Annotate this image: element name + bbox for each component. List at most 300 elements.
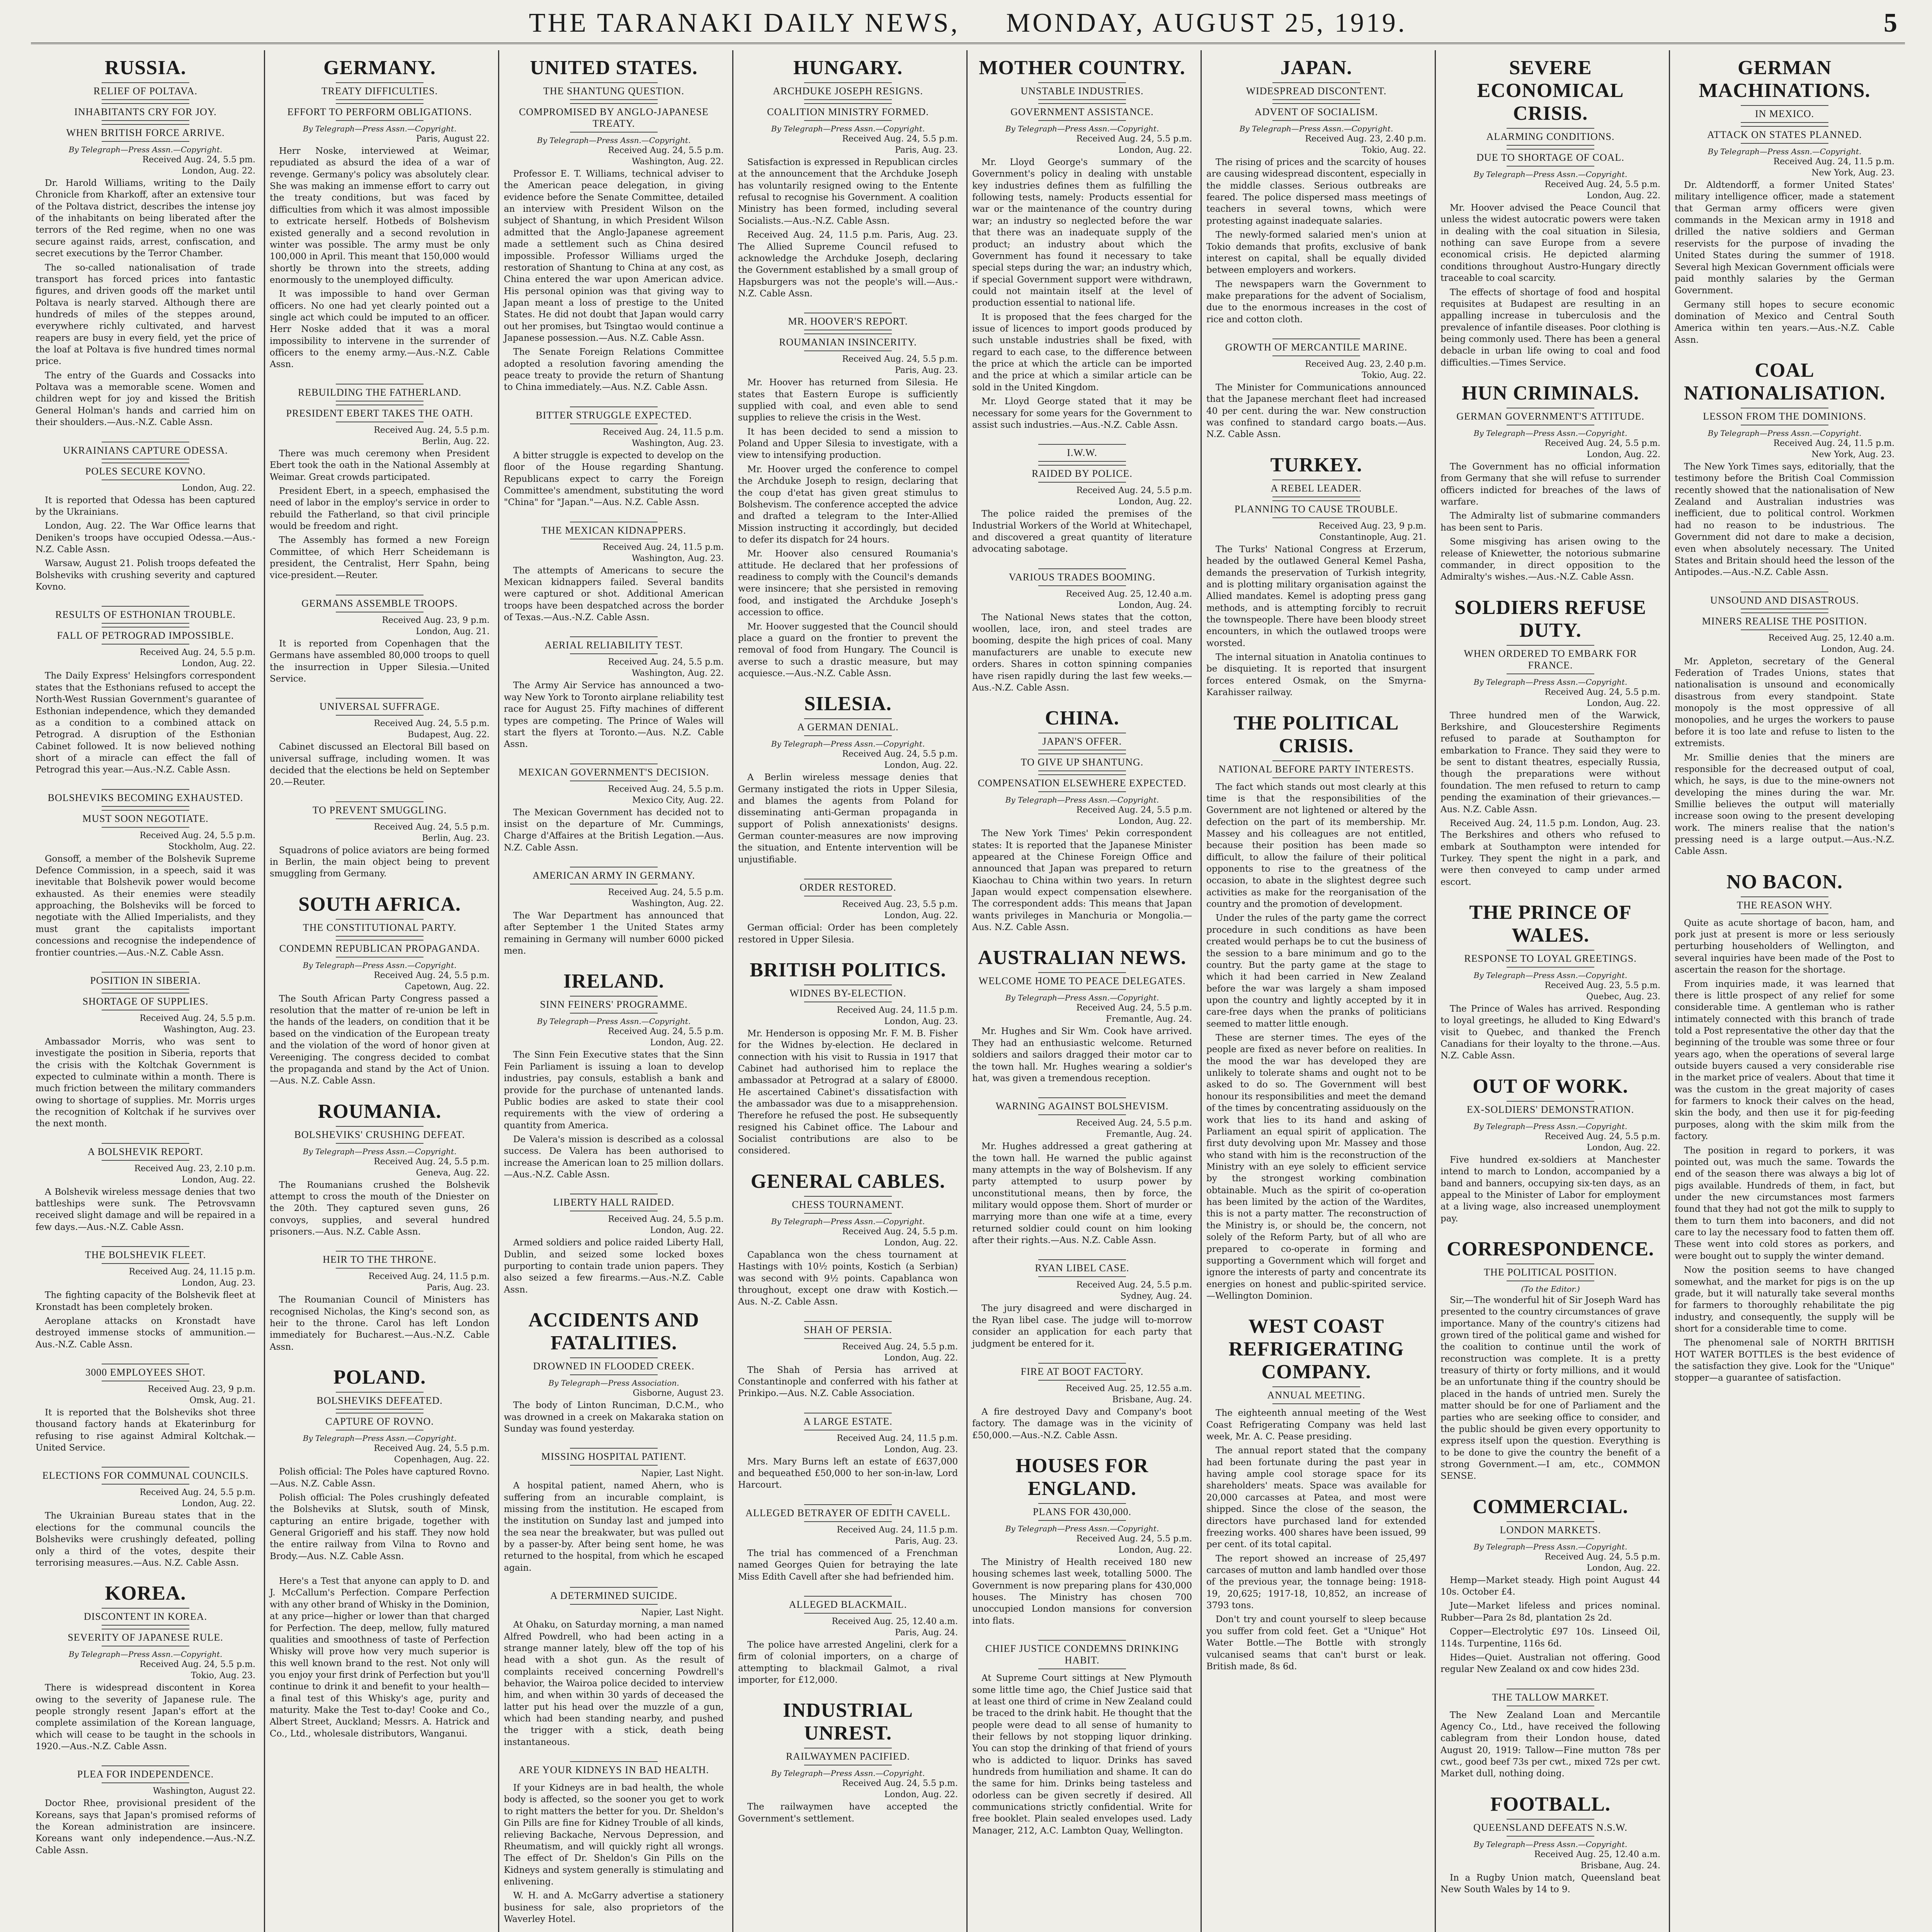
article-subheading: VARIOUS TRADES BOOMING.	[972, 568, 1192, 586]
article-received-time: Received Aug. 24, 5.5 p.m.	[1076, 1534, 1192, 1544]
article-subheading: MR. HOOVER'S REPORT.	[738, 313, 958, 330]
issue-date: MONDAY, AUGUST 25, 1919.	[1006, 8, 1407, 38]
article-byline: By Telegraph—Press Assn.—Copyright.	[537, 136, 691, 145]
article-paragraph: The Minister for Communications announced that the Japanese merchant fleet had increased 40 per cent. during the war. New construction was confined to standard cargo boats.—Aus. N.Z. Cable Assn.	[1206, 383, 1426, 440]
article-paragraph: Mr. Henderson is opposing Mr. F. M. B. Fisher for the Widnes by-election. He declared in connection with his visit to Russia in 1917 that Cabinet had authorised him to replace the ambassador at Petrograd at a salary of £8000. He ascertained Cabinet's dissatisfaction with the ambassador was due to a misapprehension. Therefore he refused the post. He subsequently resigned his Cabinet office. The Labour and Socialist contributions are also to be considered.	[738, 1028, 958, 1156]
article-paragraph: London, Aug. 22. The War Office learns that Deniken's troops have occupied Odessa.—Aus.-N.Z. Cable Assn.	[36, 521, 255, 554]
article-dateline: London, Aug. 22.	[1118, 816, 1192, 827]
article-paragraph: Satisfaction is expressed in Republican circles at the announcement that the Archduke Joseph has voluntarily resigned owing to the Entente refusal to recognise his Government. A coalition Ministry has been formed, including several Socialists.—Aus.-N.Z. Cable Assn.	[738, 157, 958, 226]
article-paragraph: At Ohaku, on Saturday morning, a man named Alfred Powdrell, who had been acting in a strange manner lately, blew off the top of his head with a shot gun. As the result of complaints received concerning Powdrell's behavior, the Wairoa police decided to interview him, and when within 30 yards of deceased the latter put his head over the muzzle of a gun, which had been standing nearby, and pushed the trigger with a stick, death being instantaneous.	[504, 1620, 724, 1747]
article	[972, 56, 1192, 431]
article-subheading: POSITION IN SIBERIA.	[36, 972, 255, 990]
article	[1440, 56, 1660, 369]
article-subheading: RESULTS OF ESTHONIAN TROUBLE.	[36, 606, 255, 624]
article	[1440, 1238, 1660, 1482]
article-paragraph: President Ebert, in a speech, emphasised the need of labor in the employ's service in order to rebuild the Fatherland, so that civil principle would be freedom and right.	[270, 486, 490, 531]
article	[36, 56, 255, 429]
article-byline: By Telegraph—Press Assn.—Copyright.	[1005, 124, 1159, 133]
article-dateline: Stockholm, Aug. 22.	[168, 842, 255, 852]
article-dateline: Quebec, Aug. 23.	[1586, 992, 1660, 1002]
article-paragraph: The jury disagreed and were discharged in the Ryan libel case. The judge will to-morrow consider an application for each party that judgment be entered for it.	[972, 1303, 1192, 1349]
article-dateline: Washington, Aug. 23.	[632, 438, 724, 448]
article-byline: By Telegraph—Press Assn.—Copyright.	[1473, 1121, 1628, 1131]
article-subheading: SHAH OF PERSIA.	[738, 1321, 958, 1339]
masthead	[31, 4, 1905, 44]
article-paragraph: A bitter struggle is expected to develop on the floor of the House regarding Shantung. Republicans expect to carry the Foreign Committee's amendment, substituting the word "China" for "Japan."—Aus. N.Z. Cable Assn.	[504, 450, 724, 508]
article	[738, 959, 958, 1157]
article-subheading: TO PREVENT SMUGGLING.	[270, 801, 490, 819]
article-paragraph: The attempts of Americans to secure the Mexican kidnappers failed. Several bandits were captured or shot. Additional American troops have been despatched across the border of Texas.—Aus.-N.Z. Cable Assn.	[504, 565, 724, 623]
article-received-time: Received Aug. 24, 11.5 p.m.	[1773, 439, 1895, 449]
article-paragraph: Mr. Hughes and Sir Wm. Cook have arrived. They had an enthusiastic welcome. Returned soldiers and sailors dragged their motor car to the town hall. Mr. Hughes wearing a soldier's hat, was given a tremendous reception.	[972, 1026, 1192, 1083]
article-paragraph: It is proposed that the fees charged for the issue of licences to import goods produced by such unstable industries shall be fixed, with regard to each case, to the difference between the price at which the article can be imported and the price at which a similar article can be sold in the United Kingdom.	[972, 312, 1192, 393]
article	[972, 1097, 1192, 1246]
article	[1675, 592, 1895, 857]
article-paragraph: Squadrons of police aviators are being formed in Berlin, the main object being to prevent smuggling from Germany.	[270, 845, 490, 879]
article-subheading: EX-SOLDIERS' DEMONSTRATION.	[1440, 1101, 1660, 1119]
article-paragraph: Here's a Test that anyone can apply to D. and J. McCallum's Perfection. Compare Perfection with any other brand of Whisky in the Dominion, at any price—higher or lower than that charged for Perfection. The deep, mellow, fully matured qualities and smoothness of taste of Perfection Whisky will prove how very much superior is this well known brand to the rest. Not only will you enjoy your first drink of Perfection but you'll continue to drink it and benefit to your health—a final test of this Whisky's age, purity and maturity. Make the Test to-day! Cooke and Co., Albert Street, Auckland; Messrs. A. Hatrick and Co., Ltd., wholesale distributors, Wanganui.	[270, 1576, 490, 1739]
article-received-time: Received Aug. 23, 9 p.m.	[382, 615, 490, 625]
article-byline: By Telegraph—Press Assn.—Copyright.	[1473, 429, 1628, 438]
article-paragraph: The Shah of Persia has arrived at Constantinople and conferred with his father at Prinkipo.—Aus. N.Z. Cable Association.	[738, 1365, 958, 1399]
article-paragraph: De Valera's mission is described as a colossal success. De Valera has been authorised to increase the American loan to 25 million dollars.—Aus.-N.Z. Cable Assn.	[504, 1134, 724, 1180]
article-dateline: Geneva, Aug. 22.	[416, 1168, 490, 1178]
article-paragraph: Ambassador Morris, who was sent to investigate the position in Siberia, reports that the crisis with the Koltchak Government is expected to culminate within a month. There is much friction between the military commanders owing to shortage of supplies. Mr. Morris urges the recognition of Koltchak if he survives over the next month.	[36, 1036, 255, 1129]
article	[738, 1413, 958, 1491]
article	[504, 406, 724, 509]
article	[504, 970, 724, 1180]
article-received-time: Received Aug. 24, 5.5 p.m.	[1544, 687, 1660, 697]
article	[36, 789, 255, 959]
article-subheading: ALLEGED BETRAYER OF EDITH CAVELL.	[738, 1504, 958, 1522]
article-received-time: Received Aug. 24, 5.5 p.m.	[1076, 134, 1192, 144]
article-dateline: Napier, Last Night.	[641, 1608, 724, 1618]
article-paragraph: A Berlin wireless message denies that Germany instigated the riots in Upper Silesia, and blames the agents from Poland for disseminating anti-German propaganda in support of Polish annexationists' designs. German counter-measures are now improving the situation, and Entente intervention will be unjustifiable.	[738, 772, 958, 865]
article-paragraph: The New York Times says, editorially, that the testimony before the British Coal Commission recently showed that the nationalisation of New Zealand and Australian industries was inefficient, due to political control. Workmen had no reason to be industrious. The Government did not dare to make a decision, even when absolutely necessary. The United States and Britain should heed the lesson of the Antipodes.—Aus.-N.Z. Cable Assn.	[1675, 462, 1895, 578]
article-byline: By Telegraph—Press Assn.—Copyright.	[1473, 170, 1628, 179]
article-subheading: A DETERMINED SUICIDE.	[504, 1587, 724, 1605]
article	[1675, 359, 1895, 578]
article-received-time: Received Aug. 24, 5.5 p.m.	[608, 888, 724, 898]
article-received-time: Received Aug. 24, 11.5 p.m.	[837, 1005, 958, 1015]
article-dateline: London, Aug. 22.	[884, 1353, 958, 1363]
article-dateline: Tokio, Aug. 23.	[191, 1671, 255, 1681]
article-subheading: SEVERITY OF JAPANESE RULE.	[36, 1629, 255, 1646]
article-headline: BRITISH POLITICS.	[750, 959, 946, 981]
article-subheading: THE BOLSHEVIK FLEET.	[36, 1246, 255, 1264]
article-dateline: Omsk, Aug. 21.	[189, 1396, 255, 1405]
article-subheading: LESSON FROM THE DOMINIONS.	[1675, 408, 1895, 425]
article	[972, 707, 1192, 933]
article-paragraph: A hospital patient, named Ahern, who is suffering from an incurable complaint, is missing from the institution. He escaped from the institution on Sunday last and jumped into the sea near the breakwater, but was pulled out by a passer-by. After being sent home, he was returned to the hospital, from which he escaped again.	[504, 1481, 724, 1573]
article-paragraph: A fire destroyed Davy and Company's boot factory. The damage was in the vicinity of £50,000.—Aus.-N.Z. Cable Assn.	[972, 1406, 1192, 1440]
article-received-time: Received Aug. 24, 11.15 p.m.	[129, 1267, 255, 1277]
article-received-time: Received Aug. 24, 5.5 p.m.	[842, 1342, 958, 1352]
article	[738, 1596, 958, 1686]
article-headline: JAPAN.	[1280, 57, 1352, 79]
column-8	[1670, 50, 1899, 1932]
article	[504, 1587, 724, 1748]
article-subheading: THE CONSTITUTIONAL PARTY.	[270, 919, 490, 937]
article	[504, 1194, 724, 1296]
column-2	[265, 50, 494, 1932]
article-dateline: Washington, Aug. 22.	[632, 899, 724, 909]
article-dateline: London, Aug. 22.	[884, 760, 958, 770]
article-paragraph: Received Aug. 24, 11.5 p.m. Paris, Aug. 23. The Allied Supreme Council refused to acknowledge the Archduke Joseph, declaring the Government established by a small group of Hapsburgers was not the people's will.—Aus.-N.Z. Cable Assn.	[738, 230, 958, 299]
column-rule	[498, 50, 499, 1932]
article-paragraph: Some misgiving has arisen owing to the release of Kniewetter, the notorious submarine commander, in direct opposition to the Admiralty's wishes.—Aus.-N.Z. Cable Assn.	[1440, 537, 1660, 582]
article-dateline: London, Aug. 24.	[1118, 600, 1192, 610]
article-headline: COAL NATIONALISATION.	[1684, 359, 1886, 405]
article-subheading: WIDNES BY-ELECTION.	[738, 985, 958, 1002]
article-paragraph: Mr. Hoover has returned from Silesia. He states that Eastern Europe is sufficiently supplied with coal, and even able to send supplies to relieve the crisis in the West.	[738, 378, 958, 423]
column-6	[1202, 50, 1431, 1932]
article	[972, 444, 1192, 555]
article-received-time: Received Aug. 23, 5.5 p.m.	[1544, 981, 1660, 991]
article-byline: By Telegraph—Press Assn.—Copyright.	[303, 960, 457, 970]
article-paragraph: Mr. Hoover also censured Roumania's attitude. He declared that her professions of readiness to comply with the Council's demands were insincere; that she persisted in removing food, and instigated the Archduke Joseph's accession to office.	[738, 549, 958, 618]
article-headline: GERMAN MACHINATIONS.	[1699, 57, 1871, 102]
article-byline: By Telegraph—Press Association.	[548, 1378, 679, 1388]
article-headline: POLAND.	[333, 1366, 426, 1389]
article-paragraph: It is reported from Copenhagen that the Germans have assembled 80,000 troops to quell the insurrection in Upper Silesia.—United Service.	[270, 638, 490, 684]
article-paragraph: Cabinet discussed an Electoral Bill based on universal suffrage, including women. It was decided that the elections be held on September 20.—Reuter.	[270, 742, 490, 787]
article-byline: By Telegraph—Press Assn.—Copyright.	[1005, 1524, 1159, 1533]
article-subheading: PLEA FOR INDEPENDENCE.	[36, 1765, 255, 1783]
article-subheading: UNSOUND AND DISASTROUS.	[1675, 592, 1895, 609]
article	[270, 698, 490, 788]
article-byline: (To the Editor.)	[1521, 1284, 1580, 1294]
article-paragraph: Capablanca won the chess tournament at Hastings with 10½ points, Kostich (a Serbian) was second with 9½ points. Capablanca won throughout, except one draw with Kostich.—Aus. N.-Z. Cable Assn.	[738, 1250, 958, 1307]
article-dateline: London, Aug. 22.	[182, 1499, 255, 1509]
article-subheading: WIDESPREAD DISCONTENT.	[1206, 82, 1426, 100]
article	[36, 1467, 255, 1569]
article	[504, 1448, 724, 1574]
article-paragraph: The internal situation in Anatolia continues to be disquieting. It is reported that insurgent forces entered Osmak, on the Smyrna-Karahisser railway.	[1206, 652, 1426, 698]
article-subheading: ALLEGED BLACKMAIL.	[738, 1596, 958, 1614]
article	[972, 568, 1192, 694]
article-headline: MOTHER COUNTRY.	[979, 57, 1185, 79]
article	[1675, 56, 1895, 346]
article-paragraph: The Prince of Wales has arrived. Responding to loyal greetings, he alluded to King Edward's visit to Quebec, and thanked the French Canadians for their loyalty to the throne.—Aus. N.Z. Cable Assn.	[1440, 1004, 1660, 1061]
article-paragraph: Gonsoff, a member of the Bolshevik Supreme Defence Commission, in a speech, said it was inevitable that Bolshevik power would become exhausted. As their enemies were steadily approaching, the Bolsheviks will be forced to negotiate with the Allied Imperialists, and they must grant the capitalists important concessions and recognise the independence of frontier countries.—Aus.-N.Z. Cable Assn.	[36, 854, 255, 958]
article-headline: IRELAND.	[563, 970, 664, 993]
article-subheading: GOVERNMENT ASSISTANCE.	[972, 103, 1192, 121]
column-rule	[264, 50, 265, 1932]
article-received-time: Received Aug. 24, 5.5 p.m.	[1544, 180, 1660, 189]
article-paragraph: The Ministry of Health received 180 new housing schemes last week, totalling 5000. The Government is now preparing plans for 430,000 houses. The Ministry has chosen 700 unoccupied London mansions for conversion into flats.	[972, 1557, 1192, 1626]
article-paragraph: At Supreme Court sittings at New Plymouth some little time ago, the Chief Justice said that at least one third of crime in New Zealand could be traced to the drink habit. He thought that the people were dead to all sense of humanity to their fellows by not stopping liquor drinking. You can stop the drinking of that friend of yours who is addicted to liquor. Drinks has saved hundreds from humiliation and shame. It can do the same for him. Drinks being tasteless and odorless can be given secretly if desired. All communications strictly confidential. Write for free booklet. Plain sealed envelopes used. Lady Manager, 212, A.C. Lambton Quay, Wellington.	[972, 1673, 1192, 1836]
article	[1675, 871, 1895, 1384]
article-paragraph: The Admiralty list of submarine commanders has been sent to Paris.	[1440, 511, 1660, 533]
article-paragraph: Now the position seems to have changed somewhat, and the market for pigs is on the up grade, but it will naturally take several months for farmers to thoroughly rehabilitate the pig industry, and consequently, the supply will be short for a considerable time to come.	[1675, 1265, 1895, 1334]
article-byline: By Telegraph—Press Assn.—Copyright.	[303, 1434, 457, 1443]
article-dateline: London, Aug. 22.	[1118, 1545, 1192, 1555]
article-paragraph: The fact which stands out most clearly at this time is that the responsibilities of the Government are not lightened or altered by the defection on the part of its membership. Mr. Massey and his colleagues are not entitled, because their position has been made so difficult, to allow the failure of their political opponents to rise to the greatness of the occasion, to abate in the slightest degree such activities as make for the reorganisation of the country and the promotion of development.	[1206, 782, 1426, 910]
article-dateline: Brisbane, Aug. 24.	[1112, 1395, 1192, 1405]
article-headline: RUSSIA.	[105, 57, 186, 79]
article-dateline: London, Aug. 22.	[182, 1175, 255, 1185]
article	[270, 1100, 490, 1238]
article-received-time: Received Aug. 24, 5.5 p.m.	[608, 657, 724, 667]
article-subheading: LONDON MARKETS.	[1440, 1521, 1660, 1539]
article-received-time: Received Aug. 23, 5.5 p.m.	[842, 900, 958, 910]
article-paragraph: Mr. Appleton, secretary of the General Federation of Trades Unions, states that nationalisation is unsound and economically disastrous from every standpoint. State monopoly is the most oppressive of all monopolies, and he urges the workers to pause before it is too late and refuse to listen to the extremists.	[1675, 656, 1895, 749]
article-dateline: Washington, August 22.	[153, 1786, 255, 1796]
article-byline: By Telegraph—Press Assn.—Copyright.	[1005, 795, 1159, 805]
article-headline: KOREA.	[105, 1582, 186, 1605]
article-dateline: Fremantle, Aug. 24.	[1106, 1014, 1192, 1024]
article-subheading: JAPAN'S OFFER.	[972, 733, 1192, 750]
article-subheading: ALARMING CONDITIONS.	[1440, 128, 1660, 146]
article-paragraph: The phenomenal sale of NORTH BRITISH HOT WATER BOTTLES is the best evidence of the satisfaction they give. Look for the "Unique" stopper—a guarantee of satisfaction.	[1675, 1338, 1895, 1383]
article-paragraph: The New Zealand Loan and Mercantile Agency Co., Ltd., have received the following cablegram from their London house, dated August 20, 1919: Tallow—Fine mutton 78s per cwt., good beef 73s per cwt., mixed 72s per cwt. Market dull, nothing doing.	[1440, 1710, 1660, 1779]
article-paragraph: The police have arrested Angelini, clerk for a firm of colonial importers, on a charge of attempting to blackmail Galmot, a rival importer, for £12,000.	[738, 1639, 958, 1685]
article-received-time: Received Aug. 25, 12.40 a.m.	[1066, 589, 1192, 599]
article-paragraph: The Assembly has formed a new Foreign Committee, of which Herr Scheidemann is president, the Centralist, Herr Spahn, being vice-president.—Reuter.	[270, 535, 490, 581]
article-paragraph: Polish official: The Poles have captured Rovno.—Aus. N.Z. Cable Assn.	[270, 1467, 490, 1489]
article-paragraph: The effects of shortage of food and hospital requisites at Budapest are resulting in an appalling increase in tuberculosis and the prevalence of infantile diseases. Poor clothing is being commonly used. There has been a general debacle in urban life owing to coal and food difficulties.—Times Service.	[1440, 287, 1660, 368]
article	[36, 442, 255, 593]
article-dateline: Copenhagen, Aug. 22.	[394, 1455, 490, 1465]
article-subheading: PRESIDENT EBERT TAKES THE OATH.	[270, 405, 490, 422]
article-dateline: London, Aug. 22.	[182, 166, 255, 176]
article-subheading: COMPROMISED BY ANGLO-JAPANESE TREATY.	[504, 103, 724, 133]
article-dateline: London, Aug. 23.	[884, 1444, 958, 1454]
article-paragraph: These are sterner times. The eyes of the people are fixed as never before on realities. In the mood the war has developed they are unlikely to tolerate shams and ought not to be asked to do so. The Government will best honour its responsibilities and meet the demand of the times by concentrating assiduously on the work that lies to its hand and asking of Parliament an equal spirit of application. The first duty devolving upon Mr. Massey and those who stand with him is the reconstruction of the Ministry with an eye solely to efficient service by the strongest working combination obtainable. Much as the spirit of co-operation has been limited by the action of the Wardites, this is not a party matter. The reconstruction of the Ministry is, or should be, the concern, not solely of the Reform Party, but of all who are prepared to co-operate in forming and supporting a Government which will forget and ignore the interests of party and concentrate its energies on honest and public-spirited service.—Wellington Dominion.	[1206, 1033, 1426, 1301]
article-received-time: Received Aug. 24, 11.5 p.m.	[368, 1272, 490, 1282]
article-received-time: Received Aug. 24, 5.5 p.m.	[374, 1156, 490, 1167]
article	[972, 1259, 1192, 1349]
article-paragraph: A Bolshevik wireless message denies that two battleships were sunk. The Petrovsvamn received slight damage and will be repaired in a few days.—Aus.-N.Z. Cable Assn.	[36, 1187, 255, 1232]
article-subheading: REBUILDING THE FATHERLAND.	[270, 384, 490, 401]
article-paragraph: The rising of prices and the scarcity of houses are causing widespread discontent, especially in the middle classes. Serious outbreaks are feared. The police dispersed mass meetings of teachers in several towns, which were protesting against inadequate salaries.	[1206, 157, 1426, 226]
article-paragraph: The newly-formed salaried men's union at Tokio demands that profits, exclusive of bank interest on capital, shall be equally divided between employers and workers.	[1206, 230, 1426, 276]
article-paragraph: Mr. Hoover suggested that the Council should place a guard on the frontier to prevent the removal of food from Hungary. The Council is averse to such a drastic measure, but may acquiesce.—Aus.-N.Z. Cable Assn.	[738, 621, 958, 679]
article-received-time: Received Aug. 23, 2.10 p.m.	[134, 1163, 255, 1173]
article-dateline: Paris, Aug. 23.	[427, 1283, 490, 1293]
article-paragraph: The trial has commenced of a Frenchman named Georges Quien for betraying the late Miss Edith Cavell after she had befriended him.	[738, 1548, 958, 1582]
article-paragraph: The Roumanians crushed the Bolshevik attempt to cross the mouth of the Dniester on the 20th. They captured seven guns, 26 convoys, supplies, and several hundred prisoners.—Aus. N.Z. Cable Assn.	[270, 1180, 490, 1237]
article-subheading: COALITION MINISTRY FORMED.	[738, 103, 958, 121]
article	[1440, 1075, 1660, 1225]
article-received-time: Received Aug. 24, 5.5 p.m.	[374, 1444, 490, 1454]
article-received-time: Received Aug. 24, 11.5 p.m.	[602, 427, 724, 437]
article-paragraph: Mrs. Mary Burns left an estate of £637,000 and bequeathed £50,000 to her son-in-law, Lord Harcourt.	[738, 1456, 958, 1490]
article-paragraph: It is reported that Odessa has been captured by the Ukrainians.	[36, 495, 255, 517]
article-headline: THE POLITICAL CRISIS.	[1233, 712, 1399, 757]
article-paragraph: The report showed an increase of 25,497 carcases of mutton and lamb handled over those of the previous year, the tonnage being: 1918-19, 20,625; 1917-18, 10,852, an increase of 3793 tons.	[1206, 1553, 1426, 1611]
article-subheading: RYAN LIBEL CASE.	[972, 1259, 1192, 1277]
article-paragraph: Warsaw, August 21. Polish troops defeated the Bolsheviks with crushing severity and captured Kovno.	[36, 558, 255, 592]
article-dateline: New York, Aug. 23.	[1811, 450, 1895, 460]
article-received-time: Received Aug. 24, 5.5 p.m.	[608, 1027, 724, 1037]
article	[1206, 56, 1426, 325]
article-received-time: Received Aug. 24, 5.5 p.m.	[1076, 1003, 1192, 1013]
article-dateline: Paris, August 22.	[416, 134, 490, 144]
article-received-time: Received Aug. 24, 5.5 p.m.	[139, 1013, 255, 1023]
article-dateline: London, Aug. 22.	[182, 659, 255, 669]
article-paragraph: It was impossible to hand over German officers. No one had yet clearly pointed out a single act which could be imputed to an officer. Herr Noske added that it was a moral impossibility to intervene in the surrender of officers to the enemy army.—Aus.-N.Z. Cable Assn.	[270, 289, 490, 370]
article	[36, 972, 255, 1130]
article-byline: By Telegraph—Press Assn.—Copyright.	[303, 1146, 457, 1156]
article-received-time: Received Aug. 24, 5.5 p.m.	[1076, 805, 1192, 815]
article-byline: By Telegraph—Press Assn.—Copyright.	[537, 1017, 691, 1026]
article-dateline: Washington, Aug. 23.	[163, 1024, 255, 1034]
article-paragraph: It has been decided to send a mission to Poland and Upper Silesia to investigate, with a view to intensifying production.	[738, 427, 958, 461]
article-paragraph: W. H. and A. McGarry advertise a stationery business for sale, also proprietors of the Waverley Hotel.	[504, 1891, 724, 1925]
article-subheading: GROWTH OF MERCANTILE MARINE.	[1206, 338, 1426, 356]
article-paragraph: Hides—Quiet. Australian not offering. Good regular New Zealand ox and cow hides 23d.	[1440, 1652, 1660, 1675]
article-headline: OUT OF WORK.	[1473, 1075, 1628, 1097]
article-subheading: ADVENT OF SOCIALISM.	[1206, 103, 1426, 121]
article-paragraph: The newspapers warn the Government to make preparations for the advent of Socialism, due to the enormous increases in the cost of rice and cotton cloth.	[1206, 279, 1426, 325]
article-headline: HOUSES FOR ENGLAND.	[1015, 1455, 1149, 1500]
article-paragraph: Dr. Aldtendorff, a former United States' military intelligence officer, made a statement that German army officers were given commands in the Mexican army in 1918 and drilled the native soldiers and German reservists for the purpose of invading the United States during the summer of 1918. Several high Mexican Government officials were paid monthly salaries by the German Government.	[1675, 180, 1895, 296]
article-received-time: Received Aug. 24, 5.5 p.m.	[139, 830, 255, 840]
article-dateline: Paris, Aug. 23.	[895, 1536, 958, 1546]
article-dateline: Berlin, Aug. 22.	[422, 436, 490, 446]
article-paragraph: Doctor Rhee, provisional president of the Koreans, says that Japan's promised reforms of the Korean administration are insincere. Koreans want only independence.—Aus.-N.Z. Cable Assn.	[36, 1798, 255, 1855]
article-subheading: MUST SOON NEGOTIATE.	[36, 810, 255, 828]
article-subheading: A LARGE ESTATE.	[738, 1413, 958, 1430]
article-subheading: UNSTABLE INDUSTRIES.	[972, 82, 1192, 100]
article-subheading: UNIVERSAL SUFFRAGE.	[270, 698, 490, 716]
article-subheading: ELECTIONS FOR COMMUNAL COUNCILS.	[36, 1467, 255, 1485]
article-subheading: WHEN ORDERED TO EMBARK FOR FRANCE.	[1440, 645, 1660, 674]
article	[1440, 382, 1660, 583]
article-headline: ACCIDENTS AND FATALITIES.	[528, 1309, 699, 1354]
article-dateline: Napier, Last Night.	[641, 1469, 724, 1479]
article-subheading: PLANS FOR 430,000.	[972, 1503, 1192, 1521]
article-paragraph: The fighting capacity of the Bolshevik fleet at Kronstadt has been completely broken.	[36, 1290, 255, 1312]
article-byline: By Telegraph—Press Assn.—Copyright.	[1005, 993, 1159, 1003]
article-received-time: Received Aug. 24, 5.5 p.m.	[842, 134, 958, 144]
article	[1440, 596, 1660, 888]
article	[504, 867, 724, 957]
article-subheading: TREATY DIFFICULTIES.	[270, 82, 490, 100]
article-headline: SEVERE ECONOMICAL CRISIS.	[1477, 57, 1624, 124]
article-dateline: New York, Aug. 23.	[1811, 168, 1895, 178]
article-received-time: Received Aug. 24, 5.5 p.m.	[608, 784, 724, 794]
article-paragraph: Received Aug. 24, 11.5 p.m. London, Aug. 23. The Berkshires and others who refused to embark at Southampton were intended for Turkey. They spent the night in a park, and were then conveyed to camp under armed escort.	[1440, 818, 1660, 887]
article-paragraph: If your Kidneys are in bad health, the whole body is affected, so the sooner you get to work to right matters the better for you. Dr. Sheldon's Gin Pills are fine for Kidney Trouble of all kinds, relieving Backache, Nervous Depression, and Rheumatism, and will quickly right all wrongs. The effect of Dr. Sheldon's Gin Pills on the Kidneys and system generally is stimulating and enlivening.	[504, 1783, 724, 1887]
article-subheading: AMERICAN ARMY IN GERMANY.	[504, 867, 724, 884]
article-dateline: London, Aug. 22.	[650, 1226, 724, 1236]
article-dateline: Sydney, Aug. 24.	[1120, 1291, 1192, 1301]
article-dateline: London, Aug. 23.	[182, 1278, 255, 1288]
article	[1206, 338, 1426, 440]
article-paragraph: The Government has no official information from Germany that she will refuse to surrender officers indicted for breaches of the laws of warfare.	[1440, 462, 1660, 507]
article-headline: THE PRINCE OF WALES.	[1469, 901, 1632, 947]
article-headline: SOUTH AFRICA.	[298, 893, 461, 915]
article-dateline: Berlin, Aug. 23.	[422, 833, 490, 843]
article-paragraph: Sir,—The wonderful hit of Sir Joseph Ward has presented to the country circumstances of grave importance. Many of the country's citizens had grown tired of the political game and wished for the coalition to continue until the work of reconstruction was complete. It is a pretty treasury of thirty or forty millions, and it would be an unfortunate thing if the country should be placed in the hands of untried men. Surely the matter should be for one of Parliament and the parties who are seeking office to consider, and the public should be given every opportunity to express itself upon the question. Everything is to be done to give the country the benefit of a strong Government.—I am, etc., COMMON SENSE.	[1440, 1295, 1660, 1481]
article	[504, 56, 724, 393]
article-dateline: London, Aug. 22.	[182, 483, 255, 493]
article-dateline: Capetown, Aug. 22.	[405, 981, 490, 992]
article	[1206, 712, 1426, 1302]
article-subheading: CHESS TOURNAMENT.	[738, 1196, 958, 1214]
article-dateline: London, Aug. 22.	[650, 1038, 724, 1048]
article-subheading: MEXICAN GOVERNMENT'S DECISION.	[504, 764, 724, 781]
article-paragraph: The eighteenth annual meeting of the West Coast Refrigerating Company was held last week, Mr. A. C. Pease presiding.	[1206, 1408, 1426, 1442]
article	[1440, 1793, 1660, 1896]
article-byline: By Telegraph—Press Assn.—Copyright.	[1708, 147, 1862, 156]
article-subheading: POLES SECURE KOVNO.	[36, 463, 255, 480]
article-received-time: Received Aug. 24, 5.5 p.m.	[139, 1660, 255, 1670]
article-received-time: Received Aug. 24, 5.5 p.m.	[374, 425, 490, 435]
article-dateline: Mexico City, Aug. 22.	[632, 795, 724, 805]
article-paragraph: Jute—Market lifeless and prices nominal. Rubber—Para 2s 8d, plantation 2s 2d.	[1440, 1601, 1660, 1623]
article-paragraph: The South African Party Congress passed a resolution that the matter of re-union be left in the hands of the leaders, on condition that it be based on the vindication of the European treaty and the violation of the word of honor given at Vereeniging. The congress decided to combat the propaganda and stand by the Act of Union.—Aus. N.Z. Cable Assn.	[270, 993, 490, 1086]
article-paragraph: Mr. Lloyd George's summary of the Government's policy in dealing with unstable key industries defines them as fulfilling the following tests, namely: Products essential for war or the maintenance of the country during war; an industry so neglected before the war that there was an inadequate supply of the product; an industry about which the Government has found it necessary to take special steps during the war; an industry which, if special Government support were withdrawn, could not maintain itself at the level of production essential to national life.	[972, 157, 1192, 308]
article	[36, 1143, 255, 1233]
article-dateline: London, Aug. 22.	[884, 1790, 958, 1800]
article-received-time: Received Aug. 24, 5.5 p.m.	[608, 1214, 724, 1225]
article-received-time: Received Aug. 23, 9 p.m.	[148, 1384, 255, 1394]
column-rule	[966, 50, 968, 1932]
article-headline: CORRESPONDENCE.	[1447, 1238, 1654, 1260]
article-paragraph: The entry of the Guards and Cossacks into Poltava was a memorable scene. Women and children wept for joy and kissed the British General Holman's hands and carried him on their shoulders.—Aus.-N.Z. Cable Assn.	[36, 370, 255, 428]
article	[36, 606, 255, 776]
article-subheading: MINERS REALISE THE POSITION.	[1675, 612, 1895, 630]
article-received-time: Received Aug. 24, 5.5 p.m.	[374, 719, 490, 729]
article	[270, 384, 490, 582]
article-paragraph: Under the rules of the party game the correct procedure in such conditions as have been created would perhaps be to cut the business of the session to a bare minimum and go to the country. But the party game at the stage to which it had been carried in New Zealand before the war was largely a sham imposed upon the country and lightly accepted by it in care-free days when the pranks of politicians seemed to matter little enough.	[1206, 913, 1426, 1029]
article-received-time: Received Aug. 24, 5.5 p.m.	[842, 749, 958, 759]
article-received-time: Received Aug. 24, 5.5 p.m.	[374, 970, 490, 980]
article-paragraph: Don't try and count yourself to sleep because you suffer from cold feet. Get a "Unique" Hot Water Bottle.—The Bottle with strongly vulcanised seams that can't burst or leak. British made, 8s 6d.	[1206, 1614, 1426, 1672]
article-subheading: CONDEMN REPUBLICAN PROPAGANDA.	[270, 940, 490, 957]
article-dateline: Washington, Aug. 22.	[632, 668, 724, 679]
article-paragraph: Polish official: The Poles crushingly defeated the Bolsheviks at Slutsk, south of Minsk, capturing an entire brigade, together with General Grigorieff and his staff. They now hold the entire railway from Vilna to Rovno and Brody.—Aus. N.Z. Cable Assn.	[270, 1492, 490, 1561]
article-received-time: Received Aug. 24, 5.5 p.m.	[1076, 1280, 1192, 1290]
article-paragraph: There is widespread discontent in Korea owing to the severity of Japanese rule. The people strongly resent Japan's effort at the complete assimilation of the Korean language, which will cease to be taught in the schools in 1920.—Aus.-N.Z. Cable Assn.	[36, 1683, 255, 1752]
article-paragraph: The annual report stated that the company had been fortunate during the past year in having ample cool storage space for its shareholders' meats. Space was available for 20,000 carcasses at Patea, and most were shipped. Since the close of the season, the directors have purchased land for extended freezing works. 400 shares have been issued, 99 per cent. of its total capital.	[1206, 1446, 1426, 1550]
article-subheading: INHABITANTS CRY FOR JOY.	[36, 103, 255, 121]
article-paragraph: From inquiries made, it was learned that there is little prospect of any relief for some considerable time. A gentleman who is rather intimately connected with this branch of trade told a Post representative the other day that the beginning of the trouble was some three or four years ago, when the operations of several large outside buyers caused a very considerable rise in the market price of vealers. About that time it was the custom in the great majority of cases for farmers to knock their calves on the head, skin the body, and then use it for pig-feeding purposes, along with the skim milk from the factory.	[1675, 979, 1895, 1142]
article-subheading: FALL OF PETROGRAD IMPOSSIBLE.	[36, 627, 255, 645]
article	[1206, 1315, 1426, 1672]
article-paragraph: Mr. Hughes addressed a great gathering at the town hall. He warned the public against many attempts in the way of Bolshevism. If any party attempted to usurp power by unconstitutional means, then by force, the military would oppose them. Short of murder or marrying more than one wife at a time, every returned soldier could count on him looking after their rights.—Aus. N.Z. Cable Assn.	[972, 1141, 1192, 1246]
article-subheading: ARE YOUR KIDNEYS IN BAD HEALTH.	[504, 1761, 724, 1779]
article-subheading: BOLSHEVIKS' CRUSHING DEFEAT.	[270, 1126, 490, 1144]
article-subheading: AERIAL RELIABILITY TEST.	[504, 636, 724, 654]
article-subheading: A BOLSHEVIK REPORT.	[36, 1143, 255, 1161]
article	[1440, 1495, 1660, 1675]
article	[270, 893, 490, 1087]
article	[270, 1575, 490, 1740]
article-subheading: THE MEXICAN KIDNAPPERS.	[504, 522, 724, 539]
article-paragraph: The Daily Express' Helsingfors correspondent states that the Esthonians refused to accept the North-West Russian Government's guarantee of Esthonian independence, which they demanded as a condition to a combined attack on Petrograd. A disruption of the Esthonian Cabinet followed. It is now believed nothing short of a miracle can effect the fall of Petrograd this year.—Aus.-N.Z. Cable Assn.	[36, 671, 255, 775]
article-received-time: Received Aug. 24, 11.5 p.m.	[1773, 157, 1895, 167]
article-byline: By Telegraph—Press Assn.—Copyright.	[771, 1769, 925, 1778]
article	[738, 692, 958, 866]
article-received-time: Received Aug. 24, 5.5 p.m.	[1544, 1552, 1660, 1562]
article-received-time: Received Aug. 23, 2.40 p.m.	[1305, 359, 1426, 369]
article-received-time: Received Aug. 25, 12.40 a.m.	[832, 1616, 958, 1626]
article-paragraph: Mr. Hoover advised the Peace Council that unless the widest autocratic powers were taken in dealing with the coal situation in Silesia, nothing can save Europe from a severe economical crisis. He depicted alarming conditions throughout Austro-Hungary directly traceable to coal scarcity.	[1440, 203, 1660, 284]
article-subheading: THE SHANTUNG QUESTION.	[504, 82, 724, 100]
article-headline: COMMERCIAL.	[1473, 1495, 1628, 1518]
article-paragraph: The so-called nationalisation of trade transport has forced prices into fantastic figures, and driven goods off the market until Poltava is nearly starved. Although there are hundreds of miles of the steppes around, everywhere richly cultivated, and harvest reapers are busy in every field, yet the price of the loaf at Poltava is five hundred times normal price.	[36, 262, 255, 367]
article-byline: By Telegraph—Press Assn.—Copyright.	[1473, 971, 1628, 980]
article-received-time: Received Aug. 24, 5.5 p.m.	[139, 648, 255, 658]
article-received-time: Received Aug. 24, 5.5 p.m.	[608, 146, 724, 155]
article-dateline: London, Aug. 22.	[1587, 191, 1660, 201]
column-rule	[1201, 50, 1202, 1932]
